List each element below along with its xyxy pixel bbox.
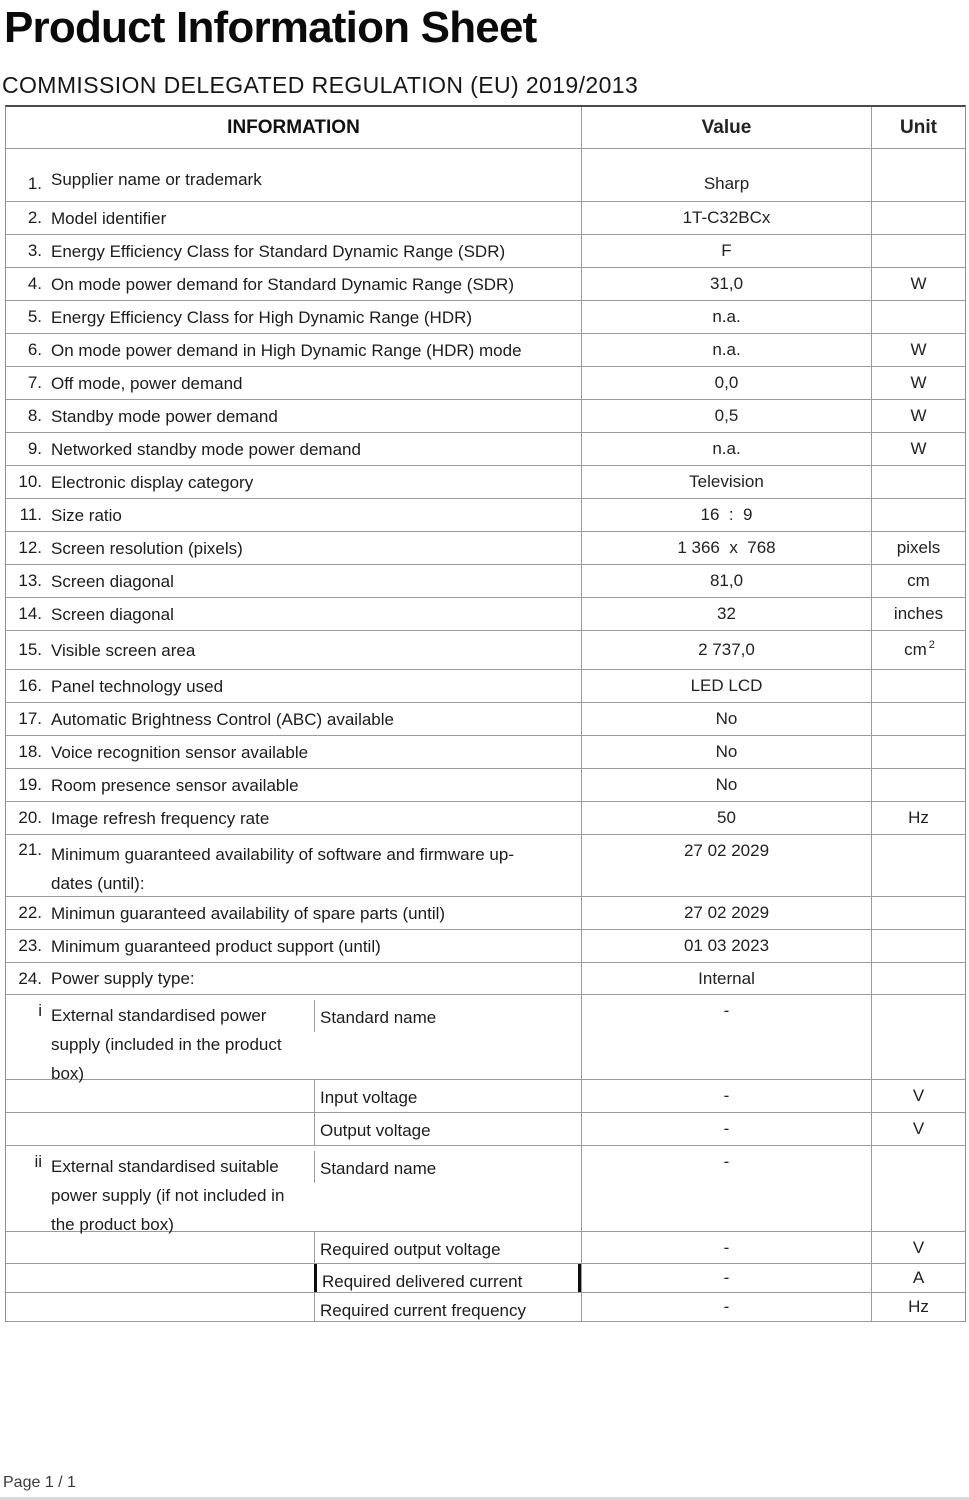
table-row [6, 703, 965, 736]
row-number: 10. [18, 472, 42, 491]
table-row [6, 736, 965, 769]
value-cell: - [581, 1232, 871, 1263]
info-cell [6, 149, 581, 201]
value-cell: n.a. [581, 433, 871, 465]
table-row [6, 598, 965, 631]
value-cell: 81,0 [581, 565, 871, 597]
row-number: 15. [18, 640, 42, 659]
row-label: Size ratio [51, 505, 122, 525]
row-number: 3. [27, 241, 42, 260]
value-cell: 50 [581, 802, 871, 834]
info-cell [6, 466, 581, 498]
unit-cell: W [871, 367, 965, 399]
unit-cell: V [871, 1232, 965, 1263]
unit-cell: V [871, 1080, 965, 1112]
row-number: 22. [18, 903, 42, 922]
sub-label: Standard name [320, 1008, 437, 1027]
row-number: 1. [27, 174, 42, 193]
row-number: 23. [18, 936, 42, 955]
unit-cell: W [871, 268, 965, 300]
value-cell: No [581, 736, 871, 768]
table-row [6, 466, 965, 499]
product-info-table [5, 105, 966, 1322]
table-row [6, 400, 965, 433]
sub-label: Required delivered current [322, 1272, 523, 1291]
row-number: 18. [18, 742, 42, 761]
unit-cell: W [871, 334, 965, 366]
value-cell: 0,0 [581, 367, 871, 399]
value-cell: - [581, 1293, 871, 1321]
row-label: Networked standby mode power demand [51, 439, 361, 459]
row-label: Minimum guaranteed product support (until) [51, 936, 381, 956]
unit-cell [871, 835, 965, 896]
table-row [6, 499, 965, 532]
info-sub-cell [314, 1151, 581, 1183]
table-row [6, 235, 965, 268]
info-cell [6, 670, 581, 702]
value-cell: - [581, 1080, 871, 1112]
value-cell: 1T-C32BCx [581, 202, 871, 234]
info-cell [6, 736, 581, 768]
table-row [6, 897, 965, 930]
unit-cell [871, 499, 965, 531]
table-row [6, 202, 965, 235]
info-sub-cell [314, 1113, 581, 1145]
info-cell [6, 1264, 581, 1292]
unit-cell: Hz [871, 802, 965, 834]
info-cell [6, 835, 581, 896]
table-header-row [6, 107, 965, 149]
value-cell: - [581, 995, 871, 1079]
info-cell [6, 963, 581, 994]
info-cell [6, 301, 581, 333]
info-cell [6, 631, 581, 669]
value-cell: - [581, 1264, 871, 1292]
info-left-cell [6, 1264, 314, 1292]
info-cell [6, 897, 581, 929]
row-label: Screen resolution (pixels) [51, 538, 243, 558]
unit-cell: pixels [871, 532, 965, 564]
info-cell [6, 930, 581, 962]
unit-cell [871, 963, 965, 994]
unit-cell [871, 995, 965, 1079]
row-label: Model identifier [51, 208, 167, 228]
table-row [6, 1146, 965, 1232]
row-label: Automatic Brightness Control (ABC) available [51, 709, 394, 729]
info-cell [6, 202, 581, 234]
table-row [6, 1232, 965, 1264]
sub-label: Standard name [320, 1159, 437, 1178]
info-left-cell [6, 1151, 314, 1239]
unit-cell [871, 301, 965, 333]
row-number: 12. [18, 538, 42, 557]
unit-cell [871, 670, 965, 702]
unit-cell [871, 897, 965, 929]
row-number: 16. [18, 676, 42, 695]
table-body [6, 149, 965, 1322]
table-row [6, 367, 965, 400]
value-cell: LED LCD [581, 670, 871, 702]
info-left-cell [6, 1232, 314, 1263]
table-row [6, 301, 965, 334]
info-cell [6, 1232, 581, 1263]
info-left-cell [6, 1080, 314, 1112]
row-label: Standby mode power demand [51, 406, 278, 426]
info-cell [6, 598, 581, 630]
row-label: Minimun guaranteed availability of spare parts (until) [51, 903, 446, 923]
table-row [6, 802, 965, 835]
info-cell [6, 703, 581, 735]
info-cell [6, 334, 581, 366]
row-label [51, 840, 581, 898]
info-cell [6, 367, 581, 399]
table-row [6, 1113, 965, 1146]
value-cell: n.a. [581, 334, 871, 366]
row-number: 13. [18, 571, 42, 590]
row-label: Off mode, power demand [51, 373, 243, 393]
info-cell [6, 499, 581, 531]
unit-cell [871, 736, 965, 768]
row-label: Energy Efficiency Class for Standard Dynamic Range (SDR) [51, 241, 506, 261]
row-label: Image refresh frequency rate [51, 808, 270, 828]
table-row [6, 963, 965, 995]
row-label: On mode power demand for Standard Dynamic Range (SDR) [51, 274, 514, 294]
unit-cell [871, 703, 965, 735]
row-label: Energy Efficiency Class for High Dynamic Range (HDR) [51, 307, 473, 327]
page-number: Page 1 / 1 [3, 1474, 76, 1491]
value-cell: Sharp [581, 149, 871, 201]
unit-cell: A [871, 1264, 965, 1292]
row-number: 9. [27, 439, 42, 458]
value-cell: Internal [581, 963, 871, 994]
info-cell [6, 400, 581, 432]
info-cell [6, 1080, 581, 1112]
table-row [6, 532, 965, 565]
table-row [6, 670, 965, 703]
row-number: 2. [27, 208, 42, 227]
row-marker: ii [34, 1152, 42, 1171]
column-header-unit: Unit [871, 107, 965, 148]
sub-label: Required current frequency [320, 1301, 527, 1320]
unit-cell: V [871, 1113, 965, 1145]
row-label-line1: Minimum guaranteed availability of software and firmware up- [51, 845, 514, 864]
row-label: Screen diagonal [51, 571, 174, 591]
unit-cell [871, 930, 965, 962]
info-sub-cell [314, 1000, 581, 1032]
column-header-information: INFORMATION [227, 116, 360, 138]
value-cell: 27 02 2029 [581, 835, 871, 896]
info-cell [6, 769, 581, 801]
unit-cell: Hz [871, 1293, 965, 1321]
row-label: Screen diagonal [51, 604, 174, 624]
table-row [6, 149, 965, 202]
table-row [6, 433, 965, 466]
info-sub-cell [314, 1232, 581, 1263]
unit-cell [871, 202, 965, 234]
row-label: Power supply type: [51, 969, 195, 988]
info-cell [6, 1113, 581, 1145]
info-sub-cell [314, 1264, 581, 1292]
value-cell: 27 02 2029 [581, 897, 871, 929]
unit-cell [871, 769, 965, 801]
row-number: 6. [27, 340, 42, 359]
row-number: 7. [27, 373, 42, 392]
value-cell: 0,5 [581, 400, 871, 432]
page-title: Product Information Sheet [4, 3, 537, 52]
sub-label: Output voltage [320, 1121, 431, 1140]
row-label-line2: dates (until): [51, 874, 145, 893]
row-label: Electronic display category [51, 472, 254, 492]
table-row [6, 334, 965, 367]
value-cell: 31,0 [581, 268, 871, 300]
row-marker: i [38, 1001, 42, 1020]
info-cell [6, 235, 581, 267]
value-cell: 16 : 9 [581, 499, 871, 531]
row-number: 8. [27, 406, 42, 425]
unit-cell: cm [871, 565, 965, 597]
row-number: 4. [27, 274, 42, 293]
page-subtitle: COMMISSION DELEGATED REGULATION (EU) 2019/2013 [2, 72, 639, 98]
info-left-cell [6, 1000, 314, 1088]
info-cell [6, 1146, 581, 1234]
table-row [6, 769, 965, 802]
unit-cell [871, 149, 965, 201]
info-cell [6, 433, 581, 465]
unit-superscript: 2 [928, 639, 935, 651]
info-sub-cell [314, 1293, 581, 1321]
table-row [6, 1264, 965, 1293]
table-row [6, 930, 965, 963]
row-number: 11. [19, 505, 42, 524]
column-header-value: Value [581, 107, 871, 148]
row-label: Panel technology used [51, 676, 224, 696]
row-number: 14. [18, 604, 42, 623]
row-label: Voice recognition sensor available [51, 742, 309, 762]
table-row [6, 835, 965, 897]
info-sub-cell [314, 1080, 581, 1112]
table-row [6, 565, 965, 598]
table-row [6, 995, 965, 1083]
info-cell [6, 802, 581, 834]
unit-cell: inches [871, 598, 965, 630]
table-row [6, 1293, 965, 1322]
info-cell [6, 532, 581, 564]
info-cell [6, 268, 581, 300]
row-number: 21. [18, 840, 42, 859]
row-label: On mode power demand in High Dynamic Range (HDR) mode [51, 340, 522, 360]
row-number: 24. [18, 968, 42, 988]
table-row [6, 631, 965, 670]
value-cell: - [581, 1113, 871, 1145]
row-label: Visible screen area [51, 640, 196, 660]
value-cell: 32 [581, 598, 871, 630]
value-cell: - [581, 1146, 871, 1231]
row-number: 20. [18, 808, 42, 827]
info-cell [6, 1293, 581, 1321]
value-cell: F [581, 235, 871, 267]
info-left-cell [6, 1113, 314, 1145]
value-cell: 01 03 2023 [581, 930, 871, 962]
unit-cell: cm $^2$ [871, 631, 965, 669]
value-cell: No [581, 769, 871, 801]
value-cell: No [581, 703, 871, 735]
sub-label: Input voltage [320, 1088, 418, 1107]
value-cell: n.a. [581, 301, 871, 333]
table-row [6, 1080, 965, 1113]
info-left-cell [6, 1293, 314, 1321]
row-label: External standardised power supply (included in the product box) [51, 1006, 282, 1083]
row-label: Supplier name or trademark [51, 170, 262, 189]
info-cell [6, 995, 581, 1083]
unit-cell: W [871, 433, 965, 465]
row-label: Room presence sensor available [51, 775, 299, 795]
unit-cell [871, 235, 965, 267]
value-cell: 1 366 x 768 [581, 532, 871, 564]
unit-cell [871, 466, 965, 498]
row-number: 17. [18, 709, 42, 728]
unit-cell: W [871, 400, 965, 432]
value-cell: Television [581, 466, 871, 498]
row-number: 19. [18, 775, 42, 794]
value-cell: 2 737,0 [581, 631, 871, 669]
table-row [6, 268, 965, 301]
sub-label: Required output voltage [320, 1240, 501, 1259]
unit-cell [871, 1146, 965, 1231]
row-label: External standardised suitable power supply (if not included in the product box) [51, 1157, 285, 1234]
info-cell [6, 565, 581, 597]
row-number: 5. [27, 307, 42, 326]
